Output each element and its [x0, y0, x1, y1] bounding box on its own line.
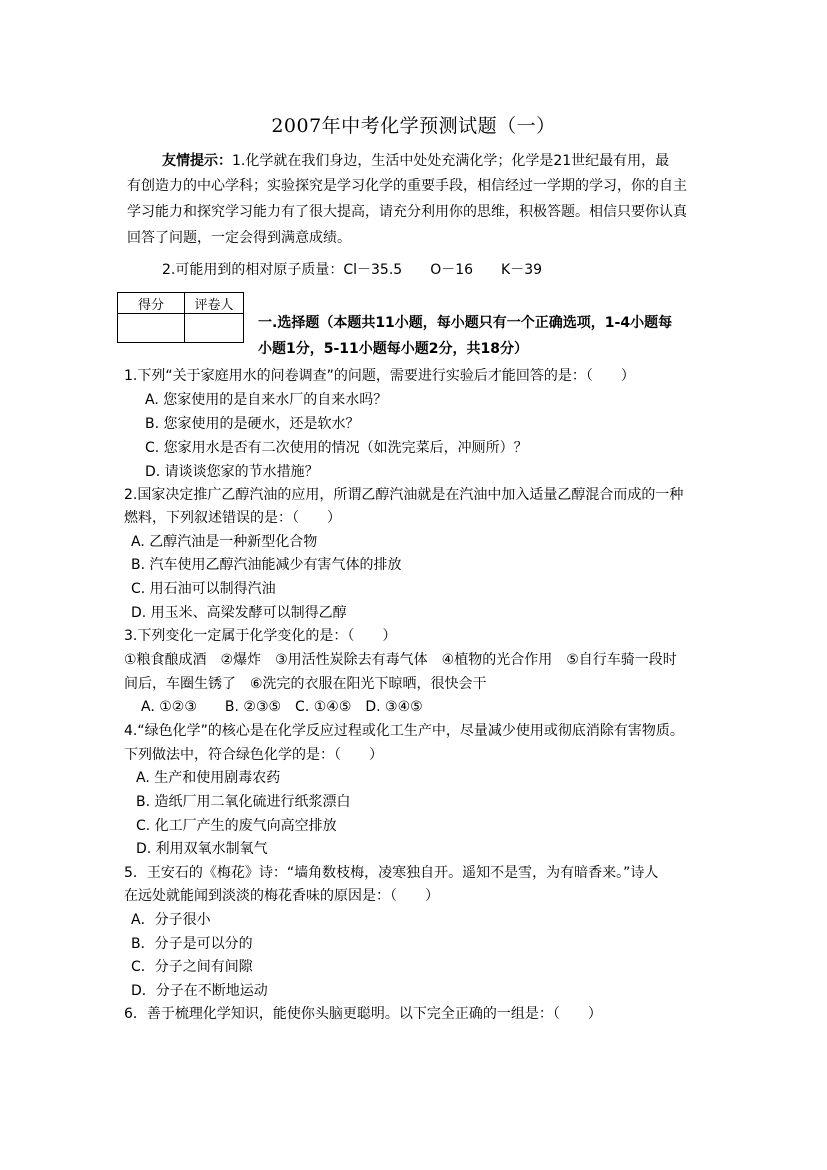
question-5-option-d: D．分子在不断地运动	[131, 983, 268, 999]
question-5-stem-line-2: 在远处就能闻到淡淡的梅花香味的原因是：（ ）	[124, 888, 439, 904]
tips-line-2: 有创造力的中心学科；实验探究是学习化学的重要手段，相信经过一学期的学习，你的自主	[127, 178, 687, 194]
question-1-option-c: C. 您家用水是否有二次使用的情况（如洗完菜后，冲厕所）？	[145, 440, 528, 456]
question-2-option-c: C. 用石油可以制得汽油	[131, 581, 276, 597]
question-5-option-b: B．分子是可以分的	[131, 936, 253, 952]
tips-line-4: 回答了问题，一定会得到满意成绩。	[127, 230, 351, 246]
tips-line-3: 学习能力和探究学习能力有了很大提高，请充分利用你的思维，积极答题。相信只要你认真	[127, 204, 687, 220]
question-6-stem: 6．善于梳理化学知识，能使你头脑更聪明。以下完全正确的一组是：（ ）	[124, 1006, 602, 1022]
question-5-option-a: A．分子很小	[131, 912, 211, 928]
score-cell[interactable]	[118, 314, 185, 343]
tips-line-1: 友情提示：1.化学就在我们身边，生活中处处充满化学；化学是21世纪最有用，最	[162, 153, 670, 169]
question-1-option-d: D. 请谈谈您家的节水措施？	[145, 464, 319, 480]
question-3-options: A. ①②③ B. ②③⑤ C. ①④⑤ D. ③④⑤	[141, 699, 423, 715]
exam-title: 2007年中考化学预测试题（一）	[271, 115, 556, 137]
question-4-stem-line-2: 下列做法中，符合绿色化学的是：（ ）	[124, 747, 383, 763]
score-table	[117, 292, 244, 343]
question-1-option-a: A. 您家使用的是自来水厂的自来水吗？	[145, 392, 388, 408]
question-5-stem-line-1: 5．王安石的《梅花》诗：“墙角数枝梅，凌寒独自开。遥知不是雪，为有暗香来。”诗人	[124, 865, 659, 881]
question-3-stem-line-2: ①粮食酿成酒 ②爆炸 ③用活性炭除去有毒气体 ④植物的光合作用 ⑤自行车骑一段时	[124, 652, 677, 668]
question-4-option-d: D. 利用双氧水制氧气	[136, 841, 268, 857]
tips-label: 友情提示：	[162, 153, 232, 169]
question-2-option-b: B. 汽车使用乙醇汽油能减少有害气体的排放	[131, 557, 402, 573]
question-4-option-b: B. 造纸厂用二氧化硫进行纸浆漂白	[136, 794, 351, 810]
question-1-option-b: B. 您家使用的是硬水，还是软水？	[145, 416, 360, 432]
score-label: 得分	[118, 293, 185, 314]
atomic-mass-line: 2.可能用到的相对原子质量：Cl－35.5 O－16 K－39	[162, 262, 543, 278]
section-heading-line-1: 一.选择题（本题共11小题，每小题只有一个正确选项，1-4小题每	[258, 315, 673, 331]
question-4-option-c: C. 化工厂产生的废气向高空排放	[136, 818, 337, 834]
section-heading-line-2: 小题1分，5-11小题每小题2分，共18分）	[258, 341, 528, 357]
question-4-stem-line-1: 4.“绿色化学”的核心是在化学反应过程或化工生产中，尽量减少使用或彻底消除有害物质。	[124, 723, 684, 739]
grader-cell[interactable]	[185, 314, 244, 343]
question-4-option-a: A. 生产和使用剧毒农药	[136, 770, 281, 786]
question-3-stem-line-3: 间后，车圈生锈了 ⑥洗完的衣服在阳光下晾晒，很快会干	[124, 676, 487, 692]
question-2-option-a: A. 乙醇汽油是一种新型化合物	[131, 534, 318, 550]
question-1-stem: 1.下列“关于家庭用水的问卷调查”的问题，需要进行实验后才能回答的是：（ ）	[124, 368, 635, 384]
question-2-stem-line-2: 燃料，下列叙述错误的是：（ ）	[124, 510, 341, 526]
grader-label: 评卷人	[185, 293, 244, 314]
question-2-stem-line-1: 2.国家决定推广乙醇汽油的应用，所谓乙醇汽油就是在汽油中加入适量乙醇混合而成的一种	[124, 487, 684, 503]
question-3-stem-line-1: 3.下列变化一定属于化学变化的是：（ ）	[124, 628, 397, 644]
question-2-option-d: D. 用玉米、高梁发酵可以制得乙醇	[131, 605, 347, 621]
question-5-option-c: C．分子之间有间隙	[131, 959, 253, 975]
